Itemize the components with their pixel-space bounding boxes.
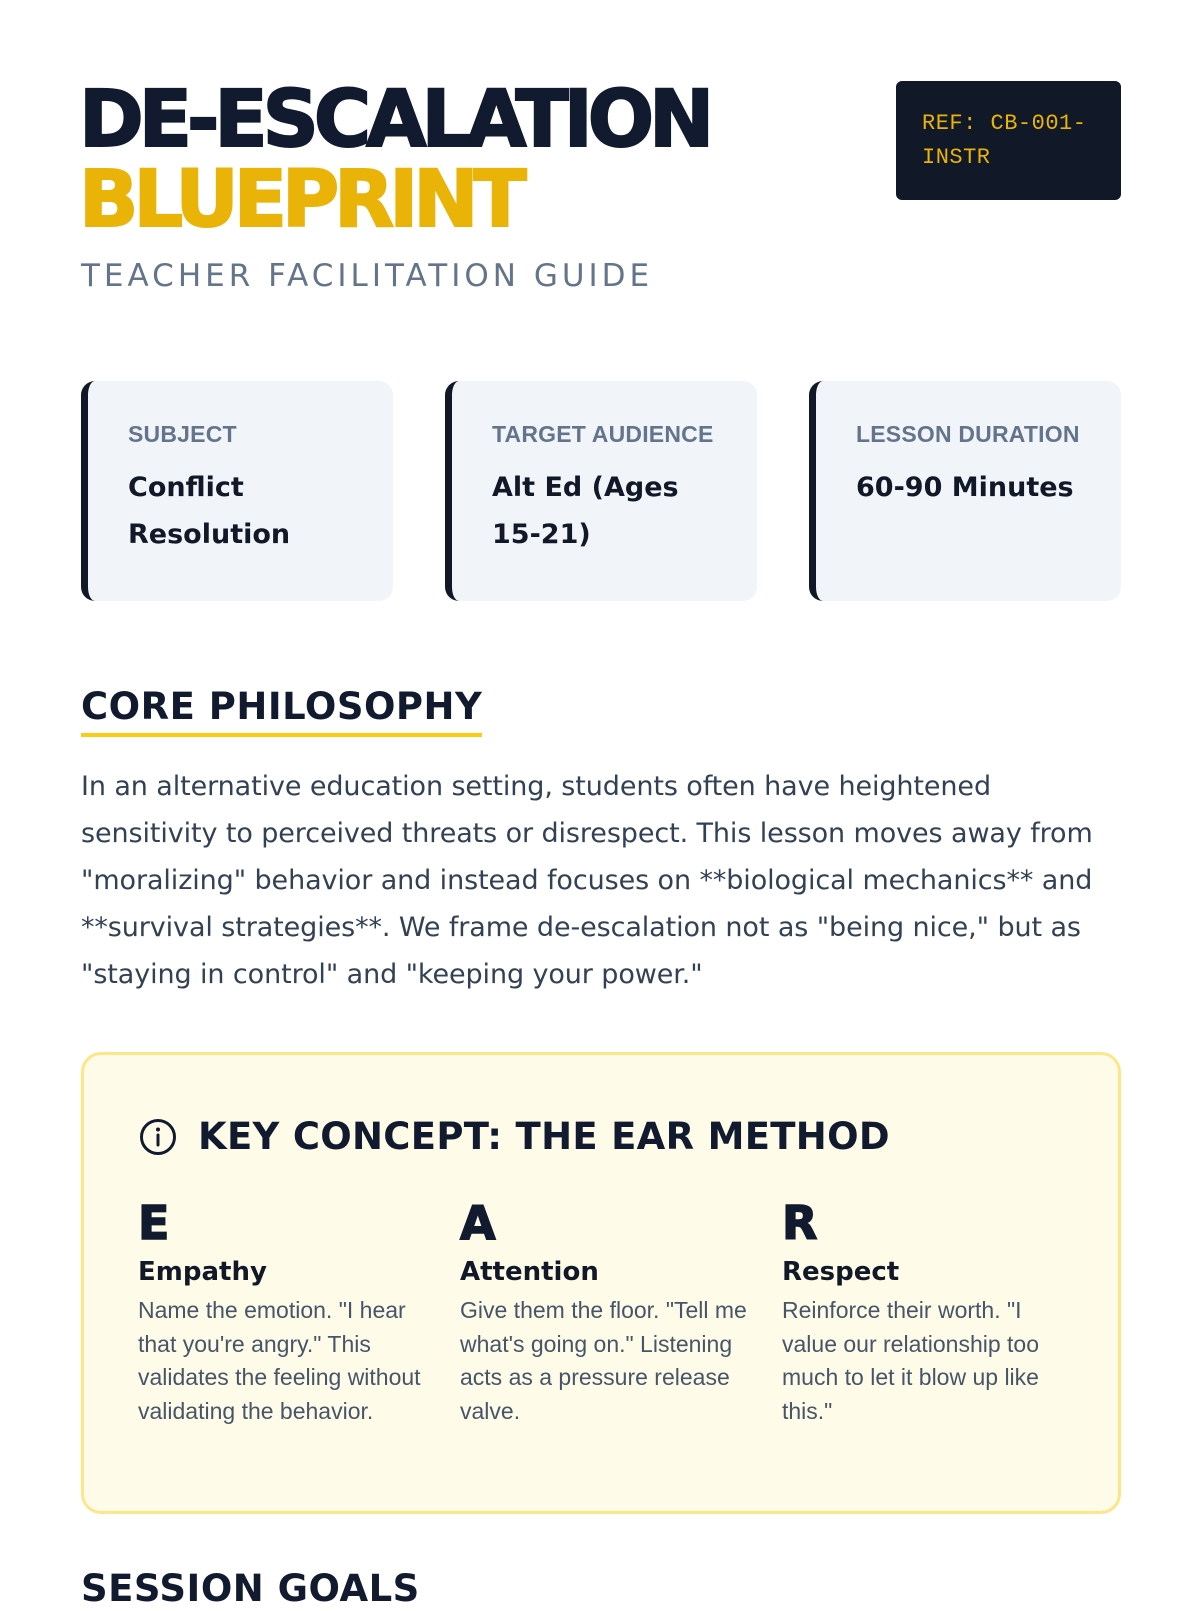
subject-card — [81, 381, 393, 601]
card-value: Conflict Resolution — [128, 472, 291, 550]
ear-letter: R — [782, 1196, 818, 1250]
card-label: SUBJECT — [128, 421, 237, 447]
ear-item-attention — [460, 1195, 750, 1428]
key-concept-title: KEY CONCEPT: THE EAR METHOD — [198, 1115, 890, 1158]
document-header — [79, 75, 1121, 308]
info-cards — [81, 381, 1121, 601]
philosophy-paragraph: In an alternative education setting, students often have heightened sensitivity to perceived threats or disrespect. This lesson moves away from "moralizing" behavior and instead focuses on **biological mechanics** and **survival strategies**. We frame de-escalation not as "being nice," but as "staying in control" and "keeping your power." — [81, 771, 1093, 990]
card-label: TARGET AUDIENCE — [492, 421, 714, 447]
title-line-2: BLUEPRINT — [79, 155, 522, 245]
document-page — [79, 0, 1121, 1610]
ear-item-respect — [782, 1195, 1072, 1428]
ear-name: Empathy — [138, 1257, 267, 1287]
title-line-1: DE-ESCALATION — [79, 75, 710, 165]
ear-item-empathy — [138, 1195, 428, 1428]
ear-description: Reinforce their worth. "I value our relationship too much to let it blow up like this." — [782, 1297, 1039, 1424]
ear-name: Respect — [782, 1257, 900, 1287]
ear-letter: E — [138, 1196, 170, 1250]
session-goals-heading: SESSION GOALS — [81, 1567, 420, 1610]
reference-badge: REF: CB-001-INSTR — [896, 81, 1121, 200]
ear-description: Name the emotion. "I hear that you're angry." This validates the feeling without validating the behavior. — [138, 1297, 421, 1424]
duration-card — [809, 381, 1121, 601]
philosophy-heading: CORE PHILOSOPHY — [81, 685, 482, 737]
card-value: 60-90 Minutes — [856, 472, 1074, 503]
info-icon — [138, 1117, 178, 1157]
card-label: LESSON DURATION — [856, 421, 1080, 447]
key-concept-box — [81, 1052, 1121, 1514]
ear-description: Give them the floor. "Tell me what's going on." Listening acts as a pressure release valve. — [460, 1297, 747, 1424]
card-value: Alt Ed (Ages 15-21) — [492, 472, 679, 550]
audience-card — [445, 381, 757, 601]
ear-name: Attention — [460, 1257, 599, 1287]
subtitle: TEACHER FACILITATION GUIDE — [81, 258, 654, 294]
ear-letter: A — [460, 1196, 496, 1250]
